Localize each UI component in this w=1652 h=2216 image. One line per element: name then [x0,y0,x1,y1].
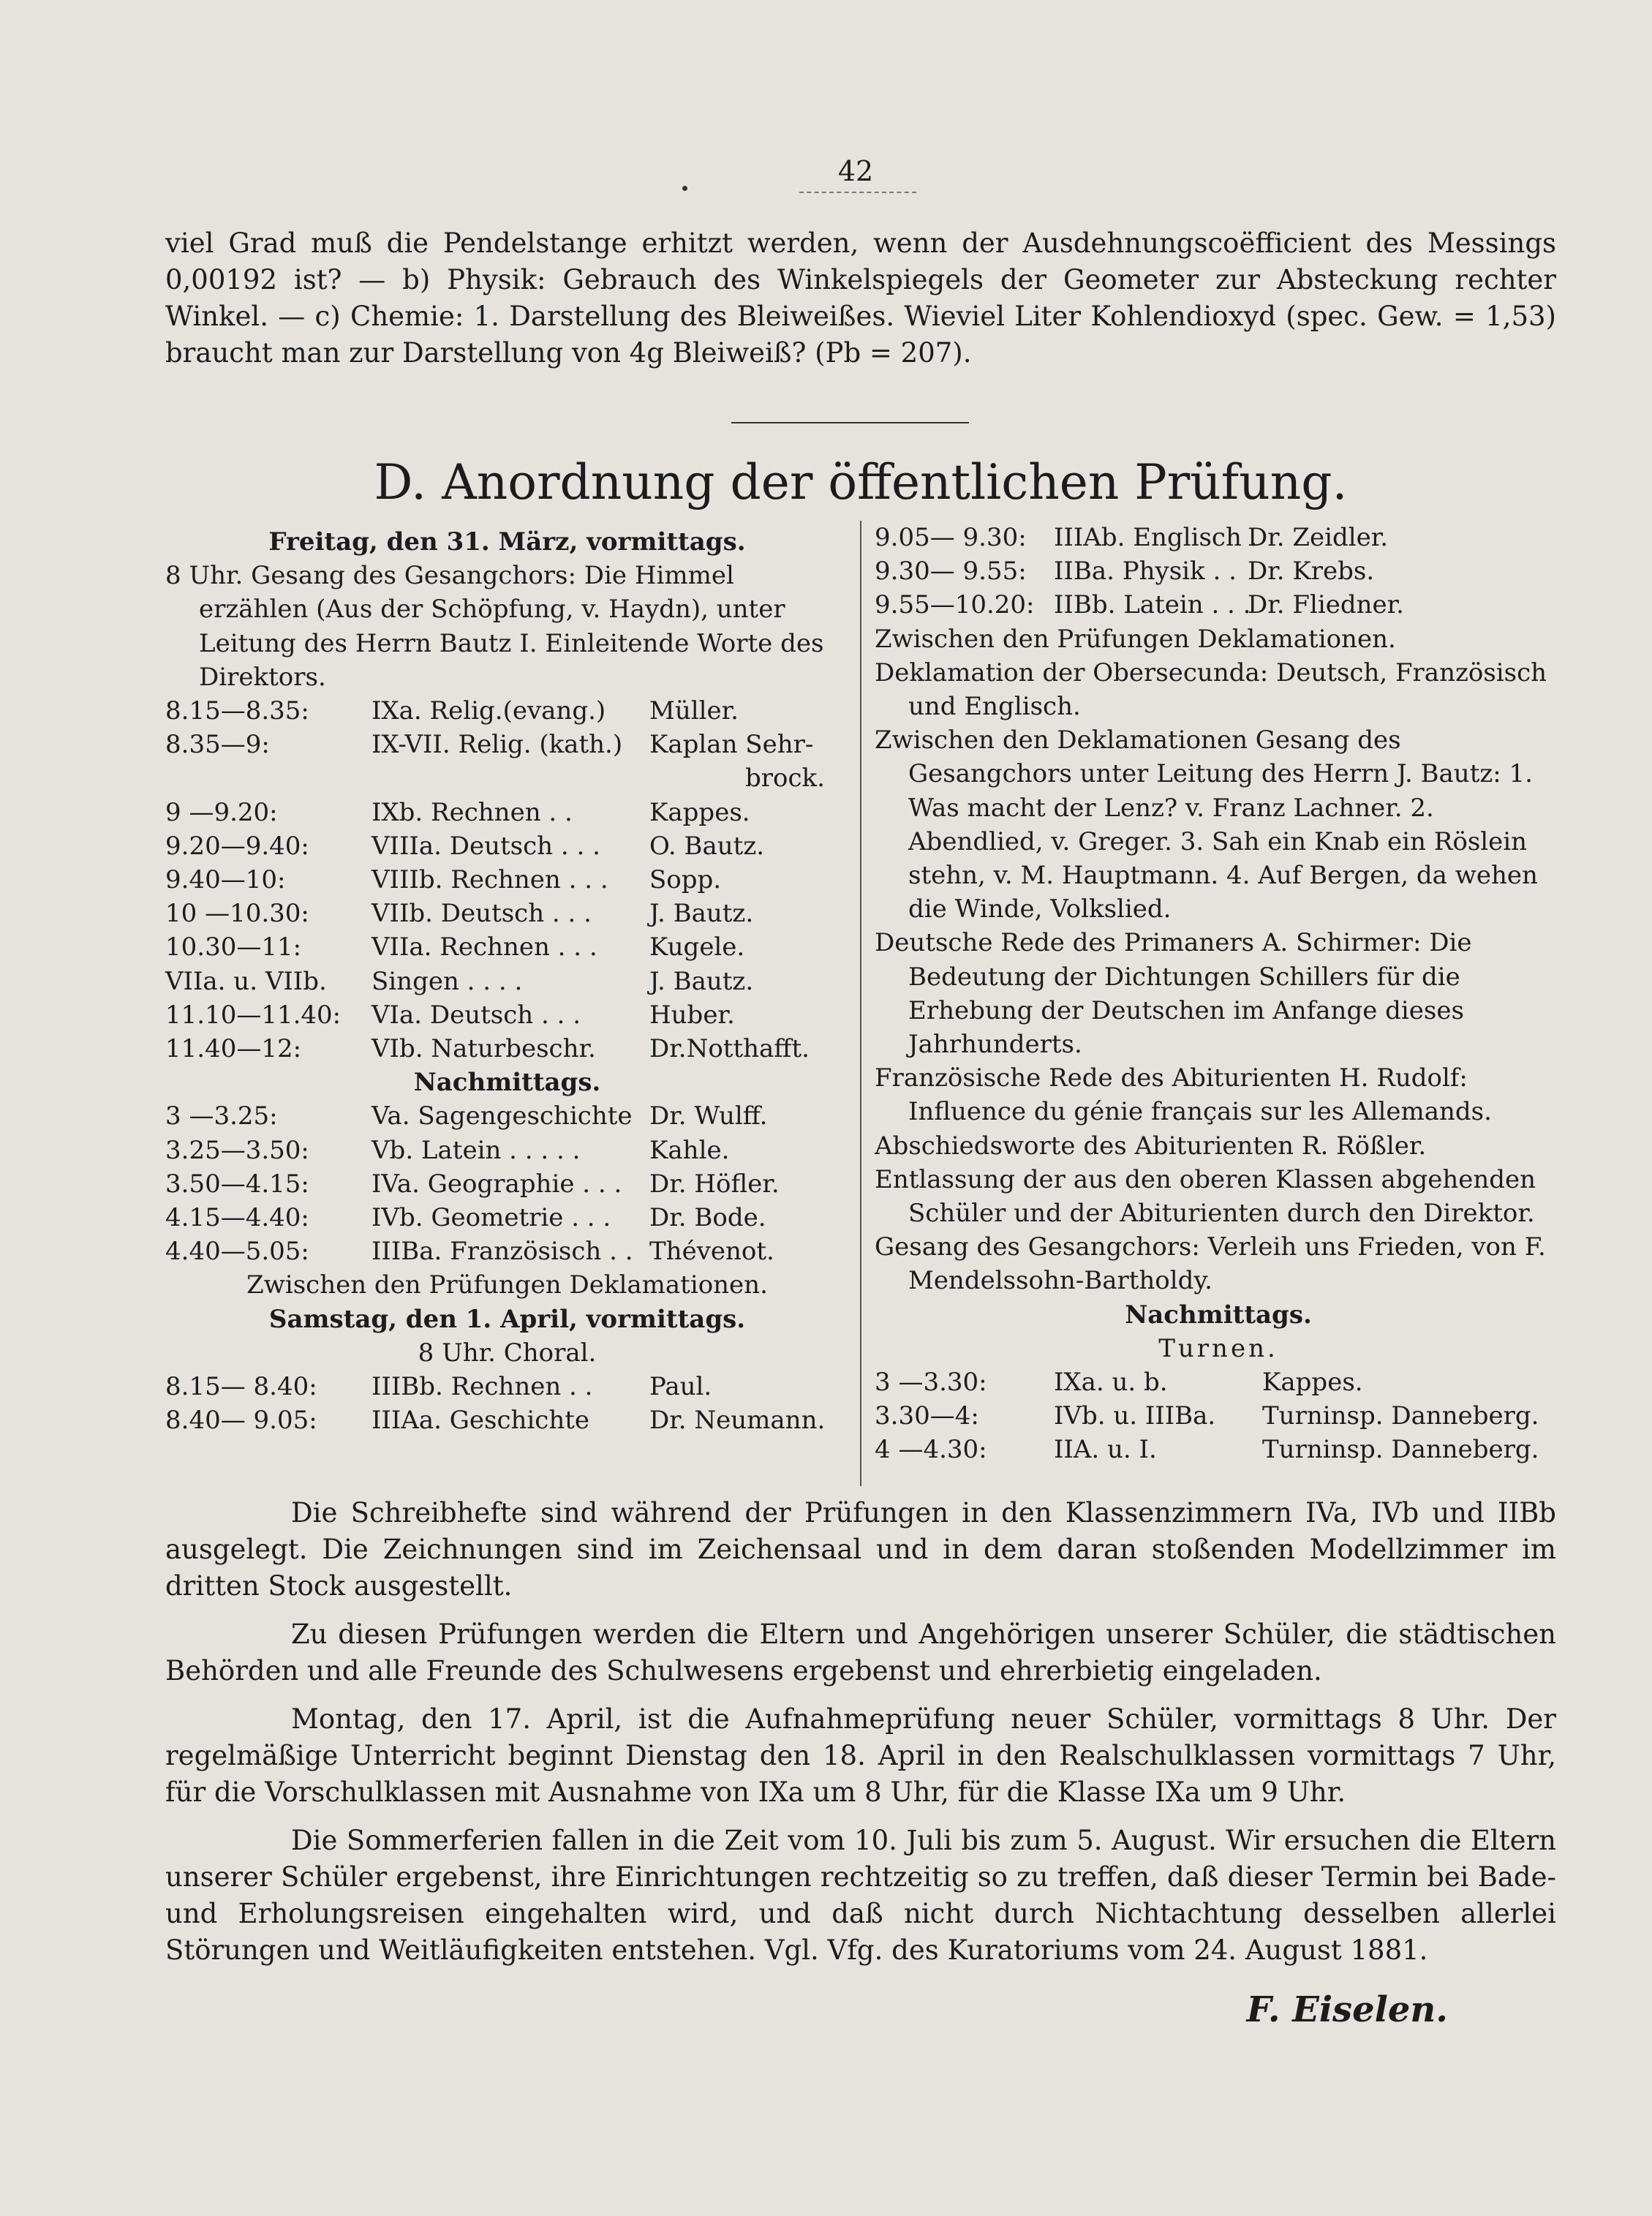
schedule-classes: IIA. u. I. [1054,1435,1157,1465]
schedule-time: 3 —3.30: [875,1368,987,1398]
schedule-classes: IVb. u. IIIBa. [1054,1401,1216,1431]
schedule-row [165,1167,849,1201]
program-item: Zwischen den Deklamationen Gesang des Gesangchors unter Leitung des Herrn J. Bautz: 1. Was macht der Lenz? v. Franz Lachner. 2. Abendlied, v. Greger. 3. Sah ein Knab ein Röslein stehn, v. M. Hauptmann. 4. Auf Bergen, da wehen die Winde, Volkslied. [875,726,1538,924]
schedule-subject: VIIb. Deutsch . . . [371,899,592,929]
schedule-row [875,1433,1562,1466]
schedule-time: 8.15—8.35: [165,696,309,726]
schedule-subject: IX-VII. Relig. (kath.) [371,730,623,760]
schedule-row [165,1370,849,1403]
schedule-examiner: J. Bautz. [649,899,754,929]
schedule-time: 8.35—9: [165,730,270,760]
examiner-continuation: brock. [745,764,825,794]
program-item: Deklamation der Obersecunda: Deutsch, Französisch und Englisch. [875,657,1547,722]
schedule-examiner: Thévenot. [649,1237,774,1267]
schedule-time: 8.40— 9.05: [165,1406,317,1436]
schedule-examiner: Dr. Höfler. [649,1169,780,1199]
closing-paragraph: Montag, den 17. April, ist die Aufnahmeprüfung neuer Schüler, vormittags 8 Uhr. Der regelmäßige Unterricht beginnt Dienstag den 18. April in den Realschulklassen vormittags 7 Uhr, für die Vorschulklassen mit Ausnahme von IXa um 8 Uhr, für die Klasse IXa um 9 Uhr. [165,1703,1556,1808]
schedule-time: 3 —3.25: [165,1101,278,1131]
schedule-subject: VIIIb. Rechnen . . . [371,865,608,895]
schedule-subject: IIIAb. Englisch . [1054,523,1258,552]
schedule-time: 9.05— 9.30: [875,523,1027,552]
column-divider [860,521,861,1486]
schedule-subject: Vb. Latein . . . . . [371,1135,581,1165]
schedule-time: 9.40—10: [165,865,286,895]
schedule-subject: IVb. Geometrie . . . [371,1203,611,1233]
schedule-subject: VIIIa. Deutsch . . . [371,831,600,861]
schedule-instructor: Turninsp. Danneberg. [1262,1435,1539,1465]
schedule-subject: Singen . . . . [371,966,523,996]
schedule-subject: VIIa. Rechnen . . . [371,932,597,962]
schedule-examiner: Dr. Neumann. [649,1406,826,1436]
schedule-instructor: Turninsp. Danneberg. [1262,1401,1539,1431]
friday-afternoon-note: Zwischen den Prüfungen Deklamationen. [246,1270,768,1300]
schedule-time: 4.15—4.40: [165,1203,309,1233]
schedule-subject: IIBb. Latein . . . [1054,590,1251,620]
intro-paragraph: viel Grad muß die Pendelstange erhitzt werden, wenn der Ausdehnungscoëfficient des Messings 0,00192 ist? — b) Physik: Gebrauch des Winkelspiegels der Geometer zur Absteckung rechter Winkel. — c) Chemie: 1. Darstellung des Bleiweißes. Wieviel Liter Kohlendioxyd (spec. Gew. = 1,53) braucht man zur Darstellung von 4g Bleiweiß? (Pb = 207). [165,227,1556,369]
schedule-row [875,1365,1562,1399]
closing-paragraph: Die Sommerferien fallen in die Zeit vom 10. Juli bis zum 5. August. Wir ersuchen die Eltern unserer Schüler ergebenst, ihre Einrichtungen rechtzeitig so zu treffen, daß dieser Termin bei Bade- und Erholungsreisen eingehalten wird, und daß nicht durch Nichtachtung desselben allerlei Störungen und Weitläufigkeiten entstehen. Vgl. Vfg. des Kuratoriums vom 24. August 1881. [165,1825,1556,1966]
schedule-examiner: Dr. Krebs. [1248,557,1375,587]
schedule-row [165,1235,849,1268]
signature: F. Eiselen. [1246,1989,1448,2030]
program-item: Gesang des Gesangchors: Verleih uns Frieden, von F. Mendelssohn-Bartholdy. [875,1232,1546,1296]
schedule-row [875,554,1562,588]
schedule-examiner: Kahle. [649,1135,730,1165]
closing-paragraph: Zu diesen Prüfungen werden die Eltern und Angehörigen unserer Schüler, die städtischen Behörden und alle Freunde des Schulwesens ergebenst und ehrerbietig eingeladen. [165,1618,1556,1687]
schedule-row [165,1403,849,1437]
schedule-time: 9.20—9.40: [165,831,309,861]
program-item: Deutsche Rede des Primaners A. Schirmer: Die Bedeutung der Dichtungen Schillers für die Erhebung der Deutschen im Anfange dieses Jahrhunderts. [875,928,1472,1060]
gym-schedule [875,1365,1562,1467]
friday-heading: Freitag, den 31. März, vormittags. [268,527,746,557]
schedule-time: 8.15— 8.40: [165,1372,317,1402]
schedule-subject: IIBa. Physik . . [1054,557,1237,587]
saturday-morning-continued [875,521,1562,622]
schedule-time: 9.30— 9.55: [875,557,1027,587]
schedule-row [165,965,849,998]
schedule-row [165,863,849,897]
schedule-time: 4 —4.30: [875,1435,987,1465]
schedule-subject: IIIBb. Rechnen . . [371,1372,593,1402]
schedule-examiner: Müller. [649,696,739,726]
closing-text [165,1495,1556,1981]
schedule-row [165,930,849,964]
program-item: Entlassung der aus den oberen Klassen abgehenden Schüler und der Abiturienten durch den Direktor. [875,1164,1536,1229]
schedule-row [165,1032,849,1066]
schedule-time: 9.55—10.20: [875,590,1035,620]
schedule-subject: IIIAa. Geschichte [371,1406,589,1436]
schedule-row [165,1134,849,1167]
schedule-time: 3.50—4.15: [165,1169,309,1199]
schedule-subject: Va. Sagengeschichte [371,1101,633,1131]
schedule-row [875,521,1562,554]
schedule-subject: VIb. Naturbeschr. [371,1034,596,1064]
schedule-examiner: Kappes. [649,797,750,827]
schedule-row [165,694,849,728]
schedule-time: 4.40—5.05: [165,1237,309,1267]
saturday-afternoon-heading: Nachmittags. [1125,1300,1312,1330]
right-column [875,521,1562,1467]
program-items [875,622,1562,1298]
schedule-row [165,1099,849,1133]
schedule-row [165,998,849,1032]
schedule-time: VIIa. u. VIIb. [165,966,327,996]
schedule-row [165,897,849,930]
schedule-subject: IXa. Relig.(evang.) [371,696,606,726]
schedule-examiner: Dr.Notthafft. [649,1034,810,1064]
closing-paragraph: Die Schreibhefte sind während der Prüfungen in den Klassenzimmern IVa, IVb und IIBb ausgelegt. Die Zeichnungen sind im Zeichensaal und in dem daran stoßenden Modellzimmer im dritten Stock ausgestellt. [165,1497,1556,1602]
schedule-subject: IXb. Rechnen . . [371,797,573,827]
gym-heading: Turnen. [1158,1333,1278,1363]
friday-morning-schedule [165,694,849,1066]
schedule-subject: IVa. Geographie . . . [371,1169,622,1199]
page-number-ornament [799,192,916,193]
program-item: Abschiedsworte des Abiturienten R. Rößler. [875,1131,1427,1161]
schedule-time: 11.10—11.40: [165,1000,342,1030]
schedule-subject: VIa. Deutsch . . . [371,1000,581,1030]
program-item: Zwischen den Prüfungen Deklamationen. [875,624,1396,654]
saturday-heading: Samstag, den 1. April, vormittags. [268,1304,746,1334]
saturday-opening: 8 Uhr. Choral. [418,1338,597,1368]
schedule-examiner: Paul. [649,1372,712,1402]
schedule-time: 10 —10.30: [165,899,309,929]
schedule-examiner: Dr. Bode. [649,1203,766,1233]
schedule-examiner: Huber. [649,1000,735,1030]
schedule-row [165,829,849,863]
schedule-examiner: Kugele. [649,932,745,962]
schedule-examiner: Sopp. [649,865,722,895]
schedule-examiner: J. Bautz. [649,966,754,996]
left-column [165,525,849,1437]
schedule-row [875,1399,1562,1433]
schedule-examiner: Dr. Fliedner. [1248,590,1404,620]
section-divider [731,422,969,423]
schedule-classes: IXa. u. b. [1054,1368,1168,1398]
schedule-row [875,588,1562,622]
program-item: Französische Rede des Abiturienten H. Rudolf: Influence du génie français sur les Allemands. [875,1063,1492,1127]
saturday-morning-schedule [165,1370,849,1437]
schedule-time: 3.30—4: [875,1401,979,1431]
schedule-examiner: Dr. Zeidler. [1248,523,1389,552]
schedule-time: 10.30—11: [165,932,302,962]
schedule-examiner: O. Bautz. [649,831,765,861]
friday-afternoon-heading: Nachmittags. [413,1068,601,1098]
stray-dot [682,186,687,191]
schedule-subject: IIIBa. Französisch . . [371,1237,633,1267]
schedule-time: 11.40—12: [165,1034,302,1064]
schedule-time: 3.25—3.50: [165,1135,309,1165]
schedule-instructor: Kappes. [1262,1368,1363,1398]
schedule-row [165,796,849,829]
friday-opening: 8 Uhr. Gesang des Gesangchors: Die Himmel erzählen (Aus der Schöpfung, v. Haydn), unter Leitung des Herrn Bautz I. Einleitende Worte des Direktors. [165,561,824,692]
schedule-examiner: Dr. Wulff. [649,1101,768,1131]
section-heading: D. Anordnung der öffentlichen Prüfung. [374,454,1348,510]
schedule-row [165,728,849,761]
schedule-examiner: Kaplan Sehr- [649,730,814,760]
schedule-time: 9 —9.20: [165,797,278,827]
schedule-row [165,1201,849,1235]
friday-afternoon-schedule [165,1099,849,1268]
page-number: 42 [837,155,874,187]
